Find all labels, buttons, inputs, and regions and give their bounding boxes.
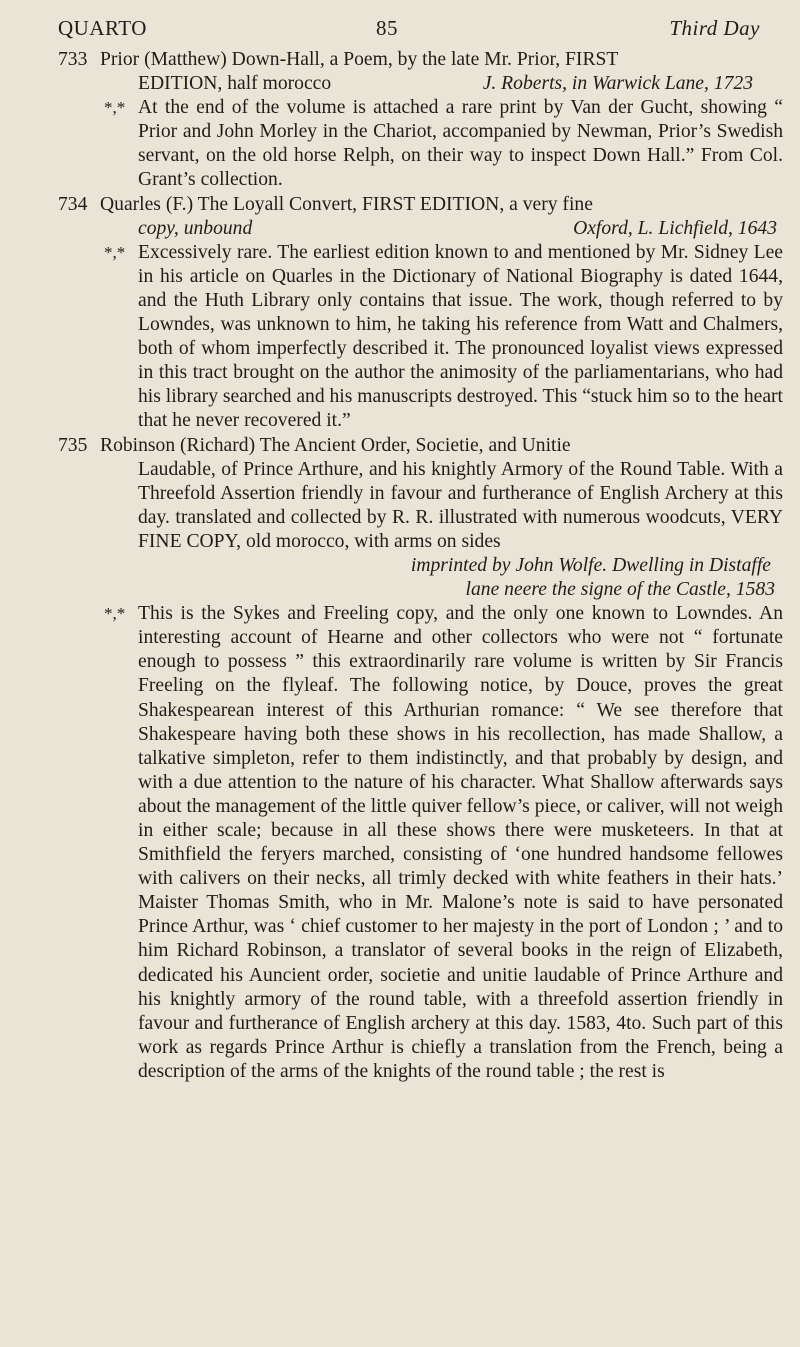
note-marker: *,* xyxy=(104,242,126,262)
entry-imprint: Oxford, L. Lichfield, 1643 xyxy=(573,217,777,239)
entry-edition: EDITION, half morocco xyxy=(138,73,332,95)
entry-imprint: imprinted by John Wolfe. Dwelling in Distaffe xyxy=(410,554,771,576)
note-marker: *,* xyxy=(104,98,126,118)
entry-title-line: Prior (Matthew) Down-Hall, a Poem, by the late Mr. Prior, FIRST xyxy=(100,49,619,70)
catalogue-entry xyxy=(58,434,783,1085)
entry-title xyxy=(100,434,783,603)
running-header xyxy=(58,16,770,44)
note-text: At the end of the volume is attached a rare print by Van der Gucht, showing “ Prior and John Morley in the Chariot, accompanied by Newman, Prior’s Swedish servant, on the old horse Relph, on their way to inspect Down Hall.” From Col. Grant’s collection. xyxy=(138,97,783,191)
entry-title-line: Quarles (F.) The Loyall Convert, FIRST EDITION, a very fine xyxy=(100,193,593,215)
entry-imprint: J. Roberts, in Warwick Lane, 1723 xyxy=(482,73,753,95)
lot-number: 734 xyxy=(58,193,88,215)
lot-number: 735 xyxy=(58,434,88,456)
entry-note xyxy=(100,96,783,192)
entry-note xyxy=(100,602,783,1084)
note-marker: *,* xyxy=(104,604,126,624)
note-text: Excessively rare. The earliest edition known to and mentioned by Mr. Sidney Lee in his article on Quarles in the Dictionary of National Biography is dated 1644, and the Huth Library only contains that issue. The work, though referred to by Lowndes, was unknown to him, he taking his reference from Watt and Chalmers, both of whom imperfectly described it. The pronounced loyalist views expressed in this tract brought on the author the animosity of the parliamentarians, who had his library searched and his manuscripts destroyed. This “stuck him so to the heart that he never recovered it.” xyxy=(138,241,783,432)
header-section-label: QUARTO xyxy=(58,16,147,40)
note-text: This is the Sykes and Freeling copy, and the only one known to Lowndes. An interesting account of Hearne and other collectors who were not “ fortunate enough to possess ” this extraordinarily rare volume is written by Sir Francis Freeling on the flyleaf. The following notice, by Douce, proves the great Shakespearean interest of this Arthurian romance: “ We see therefore that Shakespeare having both these shows in his recollection, has made Shallow, a talkative simpleton, refer to them indistinctly, and that probably by design, and with a due attention to the nature of his character. What Shallow afterwards says about the management of the little quiver fellow’s piece, or caliver, will not weigh in either scale; because in all these shows there were musketeers. In that at Smithfield the feryers marched, consisting of ‘one hundred handsome fellowes with calivers on their necks, all trimly decked with white feathers in their hats.’ Maister Thomas Smith, who in Mr. Malone’s note is said to have personated Prince Arthur, was ‘ chief customer to her majesty in the port of London ; ’ and to him Richard Robinson, a translator of several books in the reign of Elizabeth, dedicated his Auncient order, societie and unitie laudable of Prince Arthure and his knightly armory of the round table, with a threefold assertion friendly in favour and furtherance of English archery at this day. 1583, 4to. Such part of this work as regards Prince Arthur is chiefly a translation from the French, being a description of the arms of the knights of the round table ; the rest is xyxy=(138,603,783,1082)
entry-edition: copy, unbound xyxy=(138,217,253,239)
entry-title xyxy=(100,48,783,96)
entry-imprint-continued: lane neere the signe of the Castle, 1583 xyxy=(465,579,775,601)
entry-title xyxy=(100,193,783,241)
entry-description: Laudable, of Prince Arthure, and his knightly Armory of the Round Table. With a Threefold Assertion friendly in favour and furtherance of English Archery at this day. translated and collected by R. R. illustrated with numerous woodcuts, VERY FINE COPY, old morocco, with arms on sides xyxy=(138,458,783,552)
header-day-label: Third Day xyxy=(669,16,760,40)
catalogue-entry xyxy=(58,193,783,434)
entry-note xyxy=(100,241,783,434)
lot-number: 733 xyxy=(58,49,88,70)
entry-title-line: Robinson (Richard) The Ancient Order, Societie, and Unitie xyxy=(100,434,571,456)
catalogue-entries xyxy=(58,48,783,1084)
catalogue-entry xyxy=(58,48,783,193)
page-number: 85 xyxy=(376,16,398,40)
